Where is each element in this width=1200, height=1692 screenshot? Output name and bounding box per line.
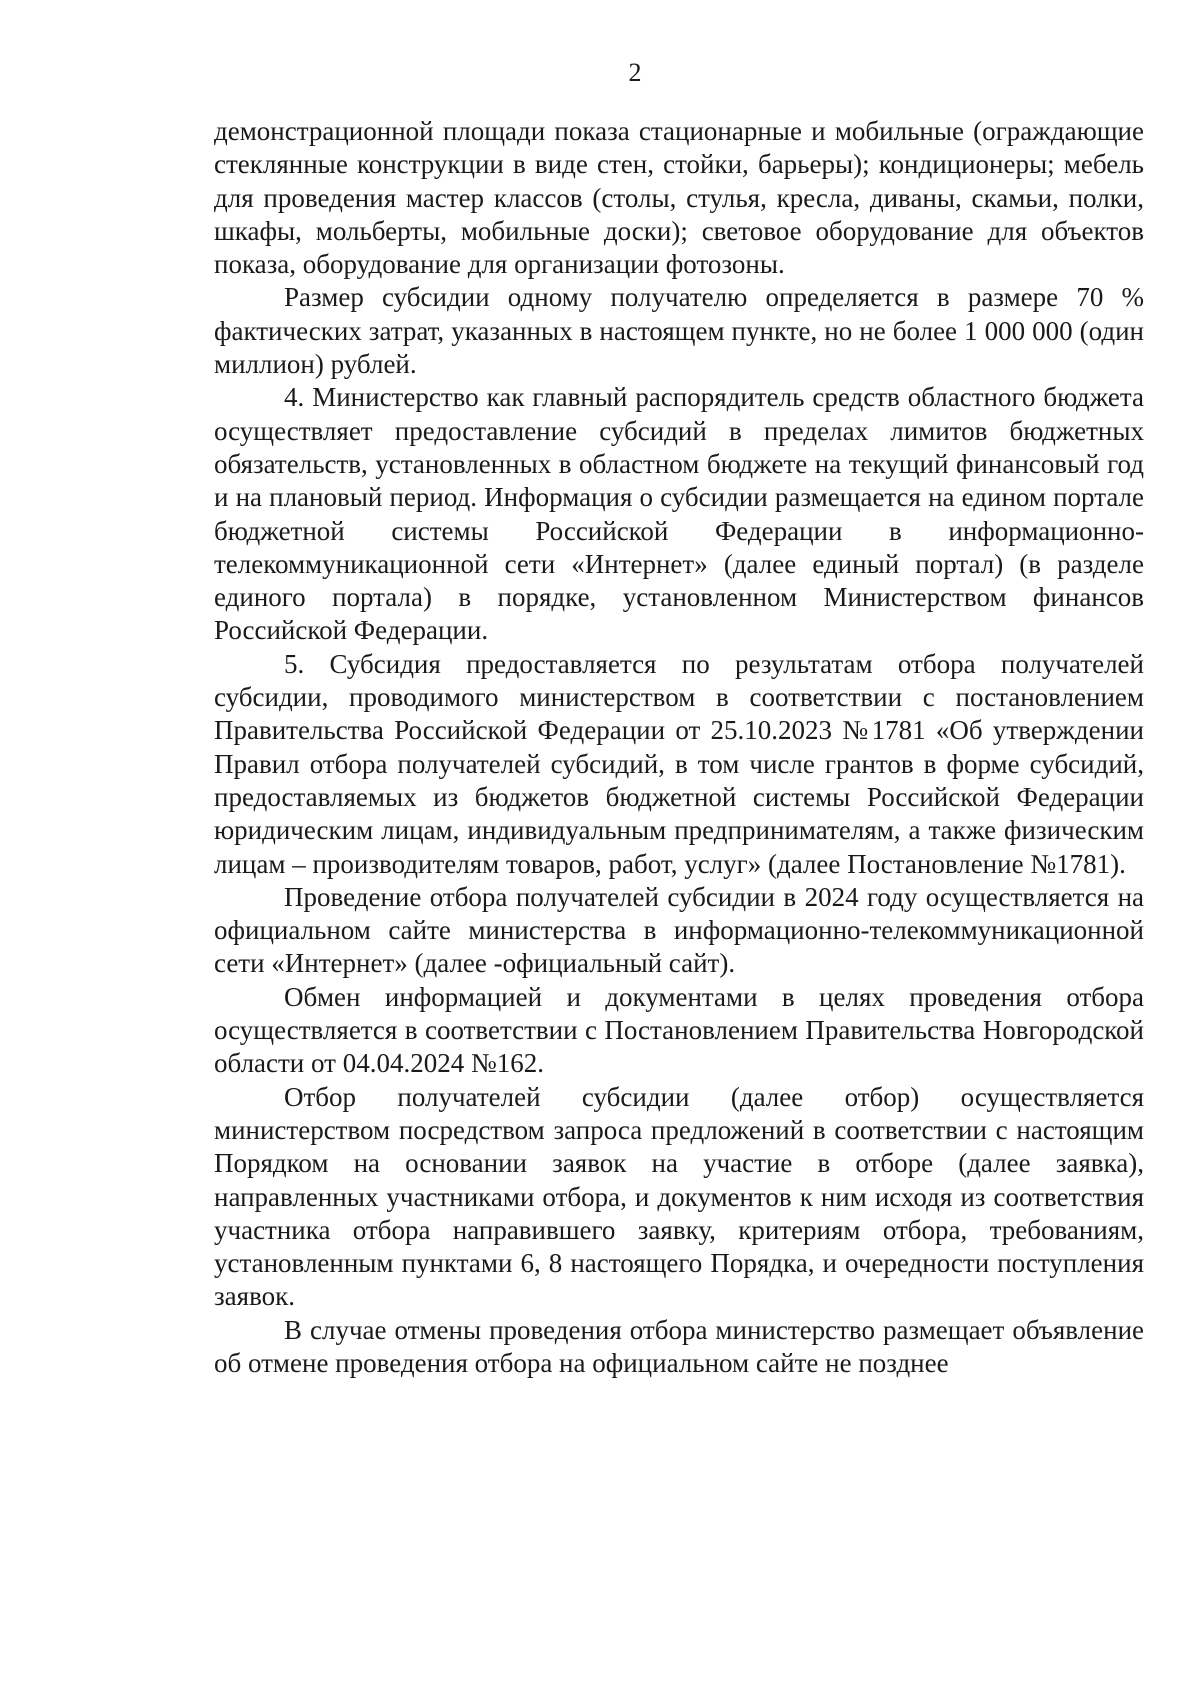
paragraph-selection-2024: Проведение отбора получателей субсидии в 2024 году осуществляется на официальном сайте министерства в информационно-телекоммуникационной сети «Интернет» (далее -официальный сайт). xyxy=(214,881,1144,979)
paragraph-subsidy-amount: Размер субсидии одному получателю определяется в размере 70 % фактических затрат, указанных в настоящем пункте, но не более 1 000 000 (один миллион) рублей. xyxy=(214,282,1144,380)
document-body xyxy=(214,115,1144,1380)
paragraph-selection-procedure: Отбор получателей субсидии (далее отбор) осуществляется министерством посредством запроса предложений в соответствии с настоящим Порядком на основании заявок на участие в отборе (далее заявка), направленных участниками отбора, и документов к ним исходя из соответствия участника отбора направившего заявку, критериям отбора, требованиям, установленным пунктами 6, 8 настоящего Порядка, и очередности поступления заявок. xyxy=(214,1081,1144,1312)
page-number: 2 xyxy=(628,58,642,87)
paragraph-item-4: 4. Министерство как главный распорядитель средств областного бюджета осуществляет предоставление субсидий в пределах лимитов бюджетных обязательств, установленных в областном бюджете на текущий финансовый год и на плановый период. Информация о субсидии размещается на едином портале бюджетной системы Российской Федерации в информационно-телекоммуникационной сети «Интернет» (далее единый портал) (в разделе единого портала) в порядке, установленном Министерством финансов Российской Федерации. xyxy=(214,382,1144,646)
paragraph-item-5: 5. Субсидия предоставляется по результатам отбора получателей субсидии, проводимого министерством в соответствии с постановлением Правительства Российской Федерации от 25.10.2023 №1781 «Об утверждении Правил отбора получателей субсидий, в том числе грантов в форме субсидий, предоставляемых из бюджетов бюджетной системы Российской Федерации юридическим лицам, индивидуальным предпринимателям, а также физическим лицам – производителям товаров, работ, услуг» (далее Постановление №1781). xyxy=(214,648,1144,879)
paragraph-cancellation: В случае отмены проведения отбора министерство размещает объявление об отмене проведения отбора на официальном сайте не позднее xyxy=(214,1314,1144,1378)
paragraph-information-exchange: Обмен информацией и документами в целях проведения отбора осуществляется в соответствии с Постановлением Правительства Новгородской области от 04.04.2024 №162. xyxy=(214,981,1144,1079)
paragraph-equipment-list: демонстрационной площади показа стационарные и мобильные (ограждающие стеклянные конструкции в виде стен, стойки, барьеры); кондиционеры; мебель для проведения мастер классов (столы, стулья, кресла, диваны, скамьи, полки, шкафы, мольберты, мобильные доски); световое оборудование для объектов показа, оборудование для организации фотозоны. xyxy=(214,116,1144,280)
